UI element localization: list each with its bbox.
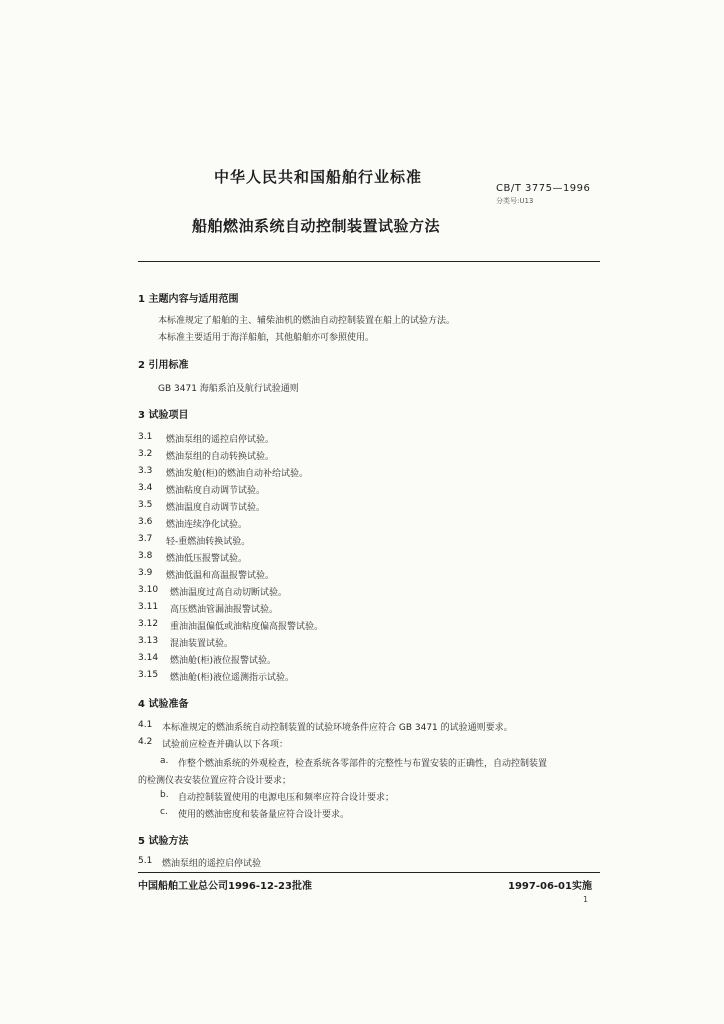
clause-number: 4.1 bbox=[138, 720, 153, 730]
list-item-number: 3.10 bbox=[138, 585, 159, 595]
list-item-number: 3.7 bbox=[138, 534, 153, 544]
list-item: 燃油舱(柜)液位遥测指示试验。 bbox=[170, 673, 295, 683]
list-item: 燃油泵组的自动转换试验。 bbox=[166, 452, 275, 462]
list-item: 燃油低温和高温报警试验。 bbox=[166, 571, 275, 581]
list-item-number: 3.2 bbox=[138, 449, 153, 459]
sub-item-a-line-1: 作整个燃油系统的外观检查，检查系统各零部件的完整性与布置安装的正确性，自动控制装置 bbox=[178, 759, 548, 769]
section-5-heading: 5 试验方法 bbox=[138, 836, 189, 847]
list-item-number: 3.5 bbox=[138, 500, 153, 510]
sub-item-b: 自动控制装置使用的电源电压和频率应符合设计要求； bbox=[178, 793, 395, 803]
classification-number: 分类号:U13 bbox=[496, 197, 534, 205]
list-item: 燃油粘度自动调节试验。 bbox=[166, 486, 266, 496]
list-item: 轻-重燃油转换试验。 bbox=[166, 537, 251, 547]
section-2-reference: GB 3471 海船系泊及航行试验通则 bbox=[158, 384, 299, 394]
section-1-paragraph-2: 本标准主要适用于海洋船舶，其他船舶亦可参照使用。 bbox=[158, 333, 375, 343]
header-divider bbox=[138, 261, 600, 262]
list-item-number: 3.6 bbox=[138, 517, 153, 527]
list-item: 重油油温偏低或油粘度偏高报警试验。 bbox=[170, 622, 324, 632]
sub-item-label: b. bbox=[160, 790, 169, 800]
clause-number: 4.2 bbox=[138, 737, 153, 747]
list-item: 燃油温度过高自动切断试验。 bbox=[170, 588, 288, 598]
page-number: 1 bbox=[583, 895, 589, 904]
list-item-number: 3.9 bbox=[138, 568, 153, 578]
list-item-number: 3.14 bbox=[138, 653, 159, 663]
approval-line: 中国船舶工业总公司1996-12-23批准 bbox=[138, 881, 312, 892]
list-item-number: 3.12 bbox=[138, 619, 159, 629]
list-item: 混油装置试验。 bbox=[170, 639, 234, 649]
section-2-heading: 2 引用标准 bbox=[138, 360, 189, 371]
list-item-number: 3.15 bbox=[138, 670, 159, 680]
list-item: 燃油舱(柜)液位报警试验。 bbox=[170, 656, 277, 666]
clause-5-1: 燃油泵组的遥控启停试验 bbox=[162, 859, 262, 869]
sub-item-label: a. bbox=[160, 756, 169, 766]
section-4-heading: 4 试验准备 bbox=[138, 699, 189, 710]
list-item: 燃油温度自动调节试验。 bbox=[166, 503, 266, 513]
list-item-number: 3.13 bbox=[138, 636, 159, 646]
list-item-number: 3.4 bbox=[138, 483, 153, 493]
sub-item-label: c. bbox=[160, 807, 168, 817]
footer-divider bbox=[138, 872, 600, 873]
section-3-heading: 3 试验项目 bbox=[138, 410, 189, 421]
sub-item-c: 使用的燃油密度和装备量应符合设计要求。 bbox=[178, 810, 350, 820]
sub-item-a-line-2: 的检测仪表安装位置应符合设计要求； bbox=[138, 776, 292, 786]
standard-code: CB/T 3775—1996 bbox=[496, 183, 591, 194]
list-item: 燃油连续净化试验。 bbox=[166, 520, 248, 530]
clause-4-2: 试验前应检查并确认以下各项： bbox=[162, 740, 289, 750]
list-item-number: 3.1 bbox=[138, 432, 153, 442]
list-item-number: 3.8 bbox=[138, 551, 153, 561]
section-1-paragraph-1: 本标准规定了船舶的主、辅柴油机的燃油自动控制装置在船上的试验方法。 bbox=[158, 316, 456, 326]
list-item: 高压燃油管漏油报警试验。 bbox=[170, 605, 279, 615]
list-item-number: 3.3 bbox=[138, 466, 153, 476]
implementation-date: 1997-06-01实施 bbox=[508, 881, 592, 892]
clause-number: 5.1 bbox=[138, 856, 153, 866]
list-item: 燃油发舱(柜)的燃油自动补给试验。 bbox=[166, 469, 309, 479]
list-item: 燃油泵组的遥控启停试验。 bbox=[166, 435, 275, 445]
list-item: 燃油低压报警试验。 bbox=[166, 554, 248, 564]
list-item-number: 3.11 bbox=[138, 602, 159, 612]
standard-category-title: 中华人民共和国船舶行业标准 bbox=[214, 168, 423, 186]
section-1-heading: 1 主题内容与适用范围 bbox=[138, 294, 239, 305]
clause-4-1: 本标准规定的燃油系统自动控制装置的试验环境条件应符合 GB 3471 的试验通则要求。 bbox=[162, 723, 513, 733]
document-title: 船舶燃油系统自动控制装置试验方法 bbox=[192, 217, 441, 235]
